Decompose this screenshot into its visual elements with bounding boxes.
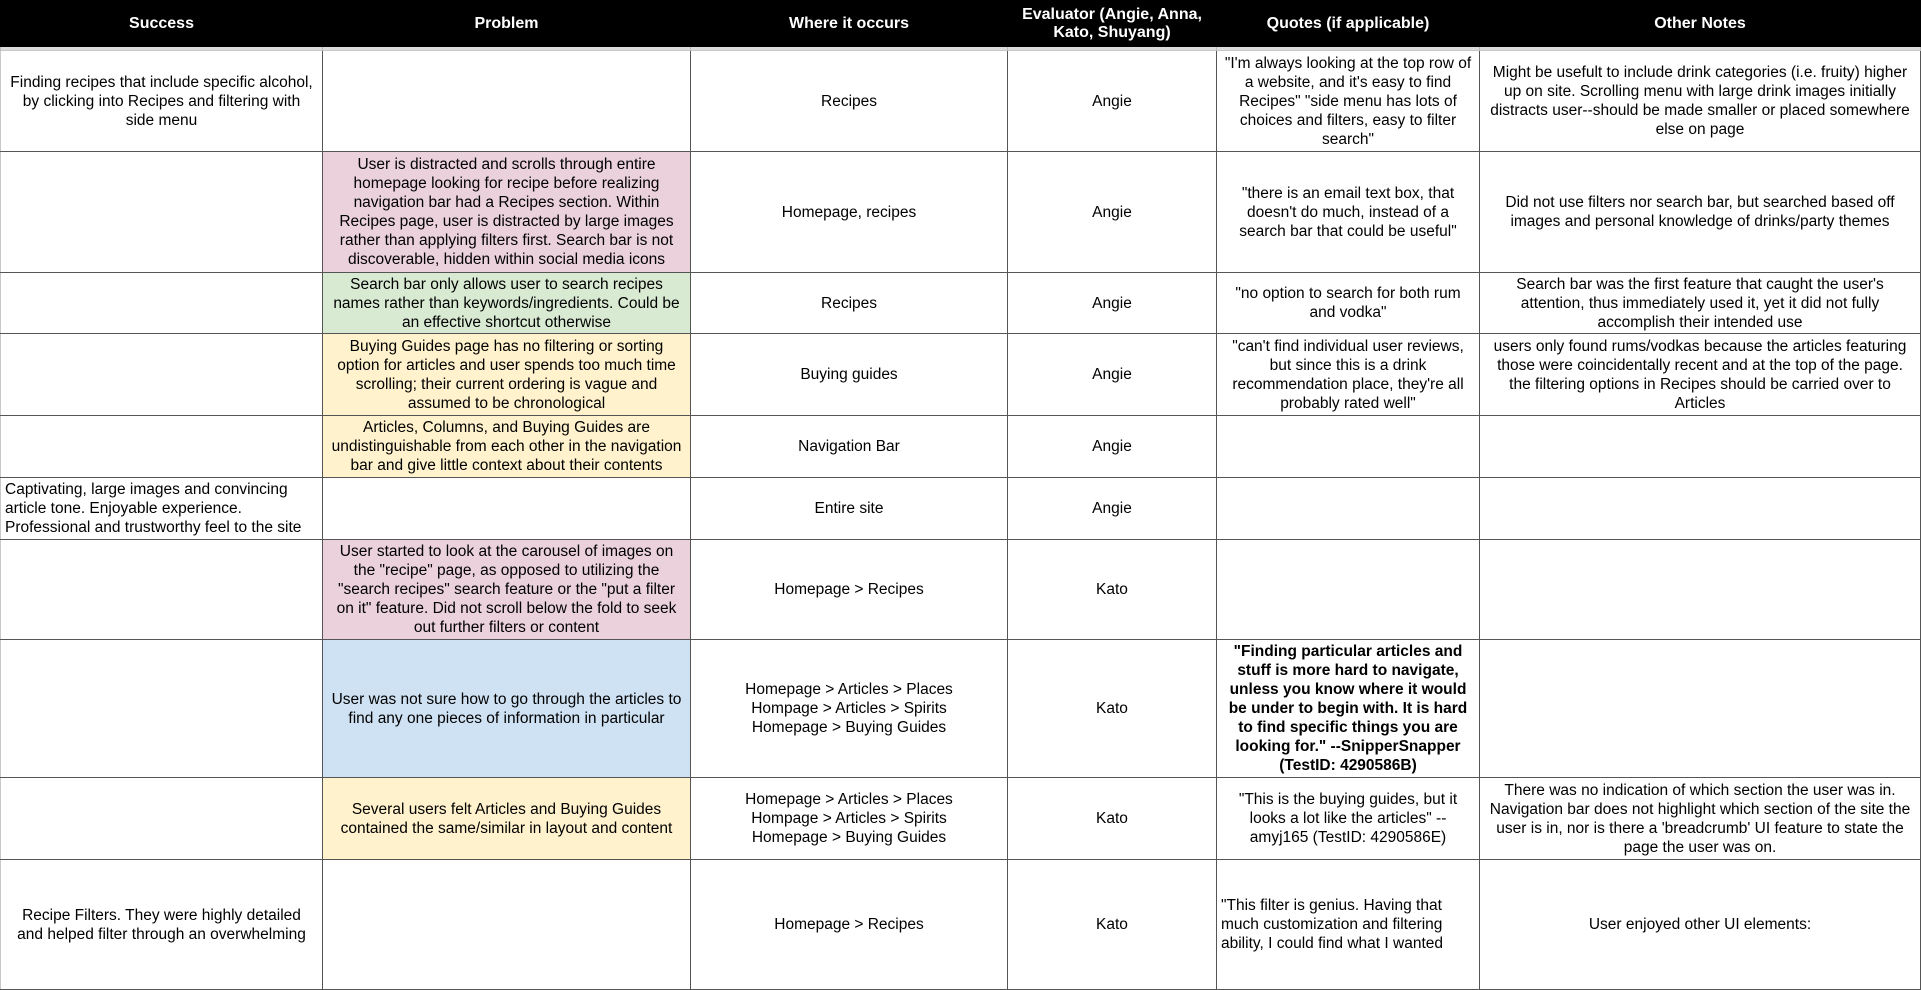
cell-notes[interactable]: users only found rums/vodkas because the articles featuring those were coincidentally recent and at the top of the page. the filtering options in Recipes should be carried over to Articles — [1480, 334, 1921, 416]
cell-notes[interactable]: Might be usefult to include drink categories (i.e. fruity) higher up on site. Scrolling menu with large drink images initially distracts user--should be made smaller or placed somewhere else on page — [1480, 51, 1921, 152]
cell-quotes[interactable]: "I'm always looking at the top row of a website, and it's easy to find Recipes" "side menu has lots of choices and filters, easy to filter search" — [1217, 51, 1480, 152]
cell-success[interactable] — [1, 540, 323, 640]
cell-quotes[interactable]: "Finding particular articles and stuff is more hard to navigate, unless you know where it would be under to begin with. It is hard to find specific things you are looking for." --SnipperSnapper (TestID: 4290586B) — [1217, 640, 1480, 778]
cell-problem[interactable]: Articles, Columns, and Buying Guides are undistinguishable from each other in the navigation bar and give little context about their contents — [323, 416, 691, 478]
cell-problem[interactable]: Buying Guides page has no filtering or sorting option for articles and user spends too much time scrolling; their current ordering is vague and assumed to be chronological — [323, 334, 691, 416]
cell-quotes[interactable] — [1217, 540, 1480, 640]
cell-success[interactable] — [1, 640, 323, 778]
cell-evaluator[interactable]: Kato — [1008, 778, 1217, 860]
cell-evaluator[interactable]: Angie — [1008, 152, 1217, 273]
cell-notes[interactable]: User enjoyed other UI elements: — [1480, 860, 1921, 990]
header-problem[interactable]: Problem — [323, 1, 691, 47]
cell-problem[interactable] — [323, 860, 691, 990]
table-row — [1, 640, 1921, 778]
cell-notes[interactable]: Did not use filters nor search bar, but searched based off images and personal knowledge of drinks/party themes — [1480, 152, 1921, 273]
cell-notes[interactable] — [1480, 478, 1921, 540]
cell-success[interactable] — [1, 778, 323, 860]
cell-evaluator[interactable]: Angie — [1008, 334, 1217, 416]
cell-problem[interactable]: Several users felt Articles and Buying Guides contained the same/similar in layout and content — [323, 778, 691, 860]
cell-success[interactable] — [1, 416, 323, 478]
cell-where[interactable]: Buying guides — [691, 334, 1008, 416]
cell-problem[interactable] — [323, 51, 691, 152]
cell-quotes[interactable] — [1217, 478, 1480, 540]
cell-where[interactable]: Navigation Bar — [691, 416, 1008, 478]
cell-quotes[interactable]: "This is the buying guides, but it looks a lot like the articles" --amyj165 (TestID: 4290586E) — [1217, 778, 1480, 860]
cell-notes[interactable] — [1480, 540, 1921, 640]
cell-evaluator[interactable]: Angie — [1008, 416, 1217, 478]
cell-notes[interactable]: There was no indication of which section the user was in. Navigation bar does not highlight which section of the site the user is in, nor is there a 'breadcrumb' UI feature to state the page the user was on. — [1480, 778, 1921, 860]
cell-success[interactable] — [1, 273, 323, 334]
table-row — [1, 540, 1921, 640]
cell-notes[interactable]: Search bar was the first feature that caught the user's attention, thus immediately used it, yet it did not fully accomplish their intended use — [1480, 273, 1921, 334]
cell-success[interactable]: Recipe Filters. They were highly detailed and helped filter through an overwhelming — [1, 860, 323, 990]
cell-problem[interactable] — [323, 478, 691, 540]
cell-problem[interactable]: User started to look at the carousel of images on the "recipe" page, as opposed to utilizing the "search recipes" search feature or the "put a filter on it" feature. Did not scroll below the fold to seek out further filters or content — [323, 540, 691, 640]
cell-where[interactable]: Homepage > Articles > Places Hompage > Articles > Spirits Homepage > Buying Guides — [691, 778, 1008, 860]
cell-evaluator[interactable]: Angie — [1008, 478, 1217, 540]
cell-problem[interactable]: User is distracted and scrolls through entire homepage looking for recipe before realizing navigation bar had a Recipes section. Within Recipes page, user is distracted by large images rather than applying filters first. Search bar is not discoverable, hidden within social media icons — [323, 152, 691, 273]
cell-where[interactable]: Homepage, recipes — [691, 152, 1008, 273]
table-row — [1, 778, 1921, 860]
cell-problem[interactable]: User was not sure how to go through the articles to find any one pieces of information in particular — [323, 640, 691, 778]
cell-quotes[interactable]: "This filter is genius. Having that much customization and filtering ability, I could find what I wanted — [1217, 860, 1480, 990]
cell-evaluator[interactable]: Kato — [1008, 540, 1217, 640]
header-evaluator[interactable]: Evaluator (Angie, Anna, Kato, Shuyang) — [1008, 1, 1217, 47]
cell-quotes[interactable]: "there is an email text box, that doesn't do much, instead of a search bar that could be useful" — [1217, 152, 1480, 273]
cell-where[interactable]: Recipes — [691, 273, 1008, 334]
cell-quotes[interactable] — [1217, 416, 1480, 478]
table-row — [1, 860, 1921, 990]
header-quotes[interactable]: Quotes (if applicable) — [1217, 1, 1480, 47]
cell-success[interactable] — [1, 334, 323, 416]
cell-evaluator[interactable]: Kato — [1008, 860, 1217, 990]
cell-where[interactable]: Homepage > Articles > Places Hompage > Articles > Spirits Homepage > Buying Guides — [691, 640, 1008, 778]
header-notes[interactable]: Other Notes — [1480, 1, 1921, 47]
cell-quotes[interactable]: "can't find individual user reviews, but since this is a drink recommendation place, they're all probably rated well" — [1217, 334, 1480, 416]
cell-evaluator[interactable]: Kato — [1008, 640, 1217, 778]
table-row — [1, 478, 1921, 540]
cell-success[interactable]: Captivating, large images and convincing article tone. Enjoyable experience. Professional and trustworthy feel to the site — [1, 478, 323, 540]
cell-where[interactable]: Homepage > Recipes — [691, 540, 1008, 640]
cell-notes[interactable] — [1480, 416, 1921, 478]
table-row — [1, 334, 1921, 416]
cell-where[interactable]: Entire site — [691, 478, 1008, 540]
cell-quotes[interactable]: "no option to search for both rum and vodka" — [1217, 273, 1480, 334]
header-success[interactable]: Success — [1, 1, 323, 47]
cell-where[interactable]: Homepage > Recipes — [691, 860, 1008, 990]
cell-success[interactable] — [1, 152, 323, 273]
cell-evaluator[interactable]: Angie — [1008, 51, 1217, 152]
table-row — [1, 273, 1921, 334]
cell-where[interactable]: Recipes — [691, 51, 1008, 152]
cell-evaluator[interactable]: Angie — [1008, 273, 1217, 334]
cell-problem[interactable]: Search bar only allows user to search recipes names rather than keywords/ingredients. Could be an effective shortcut otherwise — [323, 273, 691, 334]
cell-success[interactable]: Finding recipes that include specific alcohol, by clicking into Recipes and filtering with side menu — [1, 51, 323, 152]
table-row — [1, 51, 1921, 152]
cell-notes[interactable] — [1480, 640, 1921, 778]
table-row — [1, 416, 1921, 478]
header-row — [1, 1, 1921, 47]
header-where[interactable]: Where it occurs — [691, 1, 1008, 47]
table-row — [1, 152, 1921, 273]
